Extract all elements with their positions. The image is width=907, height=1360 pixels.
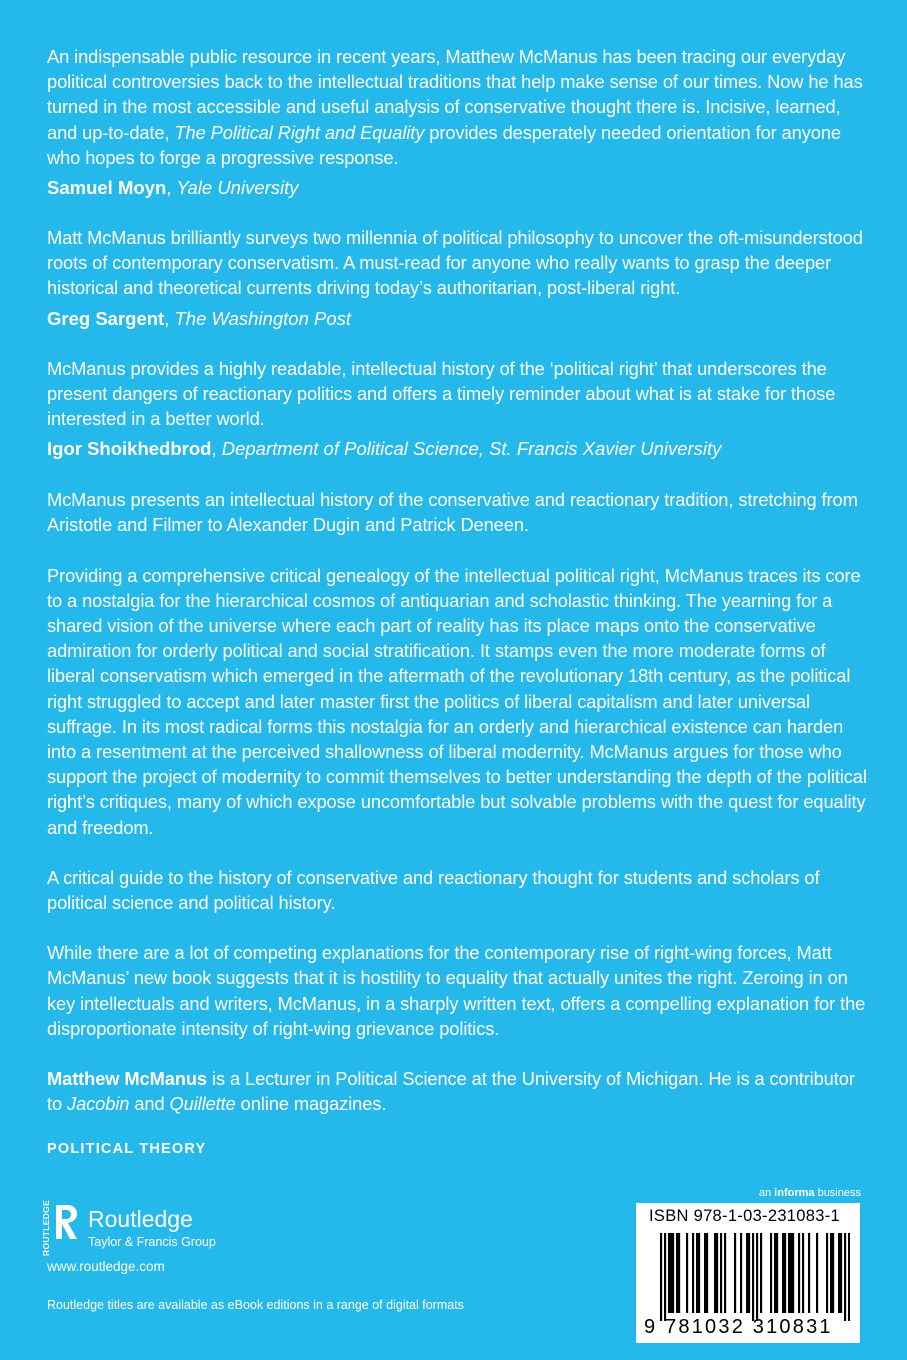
magazine-title: Quillette [169, 1093, 236, 1115]
barcode-bar [698, 1233, 700, 1313]
barcode-bar [826, 1233, 828, 1313]
barcode-bar [774, 1233, 776, 1313]
quote-text [47, 356, 867, 432]
barcode-bar [670, 1233, 672, 1313]
attribution-separator: , [166, 177, 177, 199]
barcode-bar [696, 1233, 698, 1313]
barcode-bar [686, 1233, 688, 1313]
quote-fragment: McManus provides a highly readable, intellectual history of the ‘political right’ that underscores the present dangers of reactionary politics and offers a timely reminder about what is at stake for those interested in a better world. [47, 357, 836, 430]
endorser-affiliation: The Washington Post [174, 307, 352, 329]
author-bio [47, 1066, 867, 1116]
barcode-bar [784, 1233, 786, 1313]
informa-suffix: business [814, 1187, 861, 1199]
barcode-bars [660, 1233, 850, 1321]
barcode-bar [808, 1233, 810, 1313]
informa-business-tag [759, 1187, 861, 1199]
informa-prefix: an [758, 1187, 775, 1199]
barcode-bar [782, 1233, 784, 1313]
bio-fragment: online magazines. [235, 1093, 387, 1115]
quote-attribution [47, 436, 867, 462]
barcode-bar [838, 1233, 840, 1313]
attribution-separator: , [164, 307, 175, 329]
barcode-bar [770, 1233, 772, 1313]
quote-attribution [47, 175, 867, 201]
barcode-bar [752, 1233, 754, 1321]
barcode-bar [724, 1233, 726, 1313]
barcode-bar [704, 1233, 706, 1313]
barcode-bar [660, 1233, 662, 1321]
barcode-bar [840, 1233, 842, 1313]
barcode-bar [720, 1233, 722, 1313]
barcode-bar [790, 1233, 792, 1313]
barcode-bar [748, 1233, 750, 1313]
barcode-bar [734, 1233, 736, 1313]
barcode-bar [706, 1233, 708, 1313]
bio-fragment: is a Lecturer in Political Science at the University of Michigan. He is a contributor to [47, 1068, 855, 1115]
description-paragraph: A critical guide to the history of conservative and reactionary thought for students and scholars of political science and political history. [47, 866, 820, 914]
endorser-affiliation: Department of Political Science, St. Francis Xavier University [221, 438, 722, 460]
barcode-bar [816, 1233, 818, 1313]
book-title: The Political Right and Equality [174, 121, 425, 143]
description-paragraph: Providing a comprehensive critical genealogy of the intellectual political right, McManus traces its core to a nostalgia for the hierarchical cosmos of antiquarian and scholastic thinking. The yearning for a shared vision of the universe where each part of reality has its place maps onto the conservative admiration for orderly political and social stratification. It stamps even the more moderate forms of liberal conservatism which emerged in the aftermath of the revolutionary 18th century, as the political right struggled to accept and later master first the politics of liberal capitalism and later universal suffrage. In its most radical forms this nostalgia for an orderly and hierarchical existence can harden into a resentment at the perceived shallowness of liberal modernity. McManus argues for those who support the project of modernity to commit themselves to better understanding the depth of the political right’s critiques, many of which expose uncomfortable but solvable problems with the quest for equality and freedom. [47, 564, 867, 838]
barcode-bar [830, 1233, 832, 1313]
description-paragraph: While there are a lot of competing explanations for the contemporary rise of right-wing forces, Matt McManus’ new book suggests that it is hostility to equality that actually unites the right. Zeroing in on key intellectuals and writers, McManus, in a sharply written text, offers a compelling explanation for the disproportionate intensity of right-wing grievance politics. [47, 942, 866, 1039]
barcode-bar [746, 1233, 748, 1313]
barcode-bar [716, 1233, 718, 1313]
publisher-logo [37, 1198, 297, 1258]
attribution-separator: , [211, 438, 222, 460]
magazine-title: Jacobin [67, 1093, 130, 1115]
barcode-bar [692, 1233, 694, 1313]
quote-attribution [47, 306, 867, 332]
barcode-bar [678, 1233, 680, 1313]
isbn-label: ISBN 978-1-03-231083-1 [649, 1207, 840, 1225]
barcode-bar [672, 1233, 674, 1313]
quote-fragment: An indispensable public resource in recent years, Matthew McManus has been tracing our everyday political controversies back to the intellectual traditions that help make sense of our times. Now he has turned in the most accessible and useful analysis of conservative thought there is. Incisive, learned, and up-to-date, [47, 46, 863, 143]
routledge-r-icon [53, 1204, 79, 1240]
barcode-bar [844, 1233, 846, 1321]
description-paragraph: McManus presents an intellectual history of the conservative and reactionary tradition, stretching from Aristotle and Filmer to Alexander Dugin and Patrick Deneen. [47, 489, 858, 536]
barcode-digits: 9 781032 310831 [644, 1316, 833, 1338]
barcode-bar [802, 1233, 804, 1313]
ebook-note: Routledge titles are available as eBook editions in a range of digital formats [47, 1298, 464, 1312]
endorser-name: Greg Sargent [47, 307, 165, 329]
quote-text [47, 44, 867, 170]
quote-fragment: provides desperately needed orientation for anyone who hopes to forge a progressive response. [47, 121, 841, 168]
barcode-bar [798, 1233, 800, 1313]
back-cover-text [47, 44, 867, 1157]
publisher-website: www.routledge.com [47, 1259, 165, 1274]
quote-fragment: Matt McManus brilliantly surveys two millennia of political philosophy to uncover the oft-misunderstood roots of contemporary conservatism. A must-read for anyone who really wants to grasp the deeper historical and theoretical currents driving today’s authoritarian, post-liberal right. [47, 227, 863, 299]
series-label: POLITICAL THEORY [47, 1140, 207, 1157]
endorser-name: Samuel Moyn [47, 177, 167, 199]
barcode-bar [756, 1233, 758, 1321]
endorser-name: Igor Shoikhedbrod [47, 438, 212, 460]
barcode-bar [792, 1233, 794, 1313]
barcode-bar [848, 1233, 850, 1321]
bio-fragment: and [129, 1093, 170, 1115]
barcode-bar [832, 1233, 834, 1313]
author-name: Matthew McManus [47, 1068, 207, 1090]
barcode-bar [714, 1233, 716, 1313]
barcode-bar [676, 1233, 678, 1313]
quote-text [47, 225, 867, 301]
publisher-name: Routledge [88, 1206, 193, 1232]
publisher-vertical-text: ROUTLEDGE [41, 1199, 51, 1256]
barcode-bar [664, 1233, 666, 1321]
barcode-bar [668, 1233, 670, 1313]
barcode-bar [760, 1233, 762, 1313]
barcode-bar [776, 1233, 778, 1313]
isbn-barcode [636, 1203, 860, 1343]
endorser-affiliation: Yale University [176, 177, 299, 199]
publisher-group: Taylor & Francis Group [88, 1235, 216, 1249]
barcode-bar [740, 1233, 742, 1313]
informa-brand: informa [774, 1187, 815, 1199]
barcode-bar [788, 1233, 790, 1313]
endorsements [47, 44, 867, 462]
book-description [47, 487, 867, 1041]
